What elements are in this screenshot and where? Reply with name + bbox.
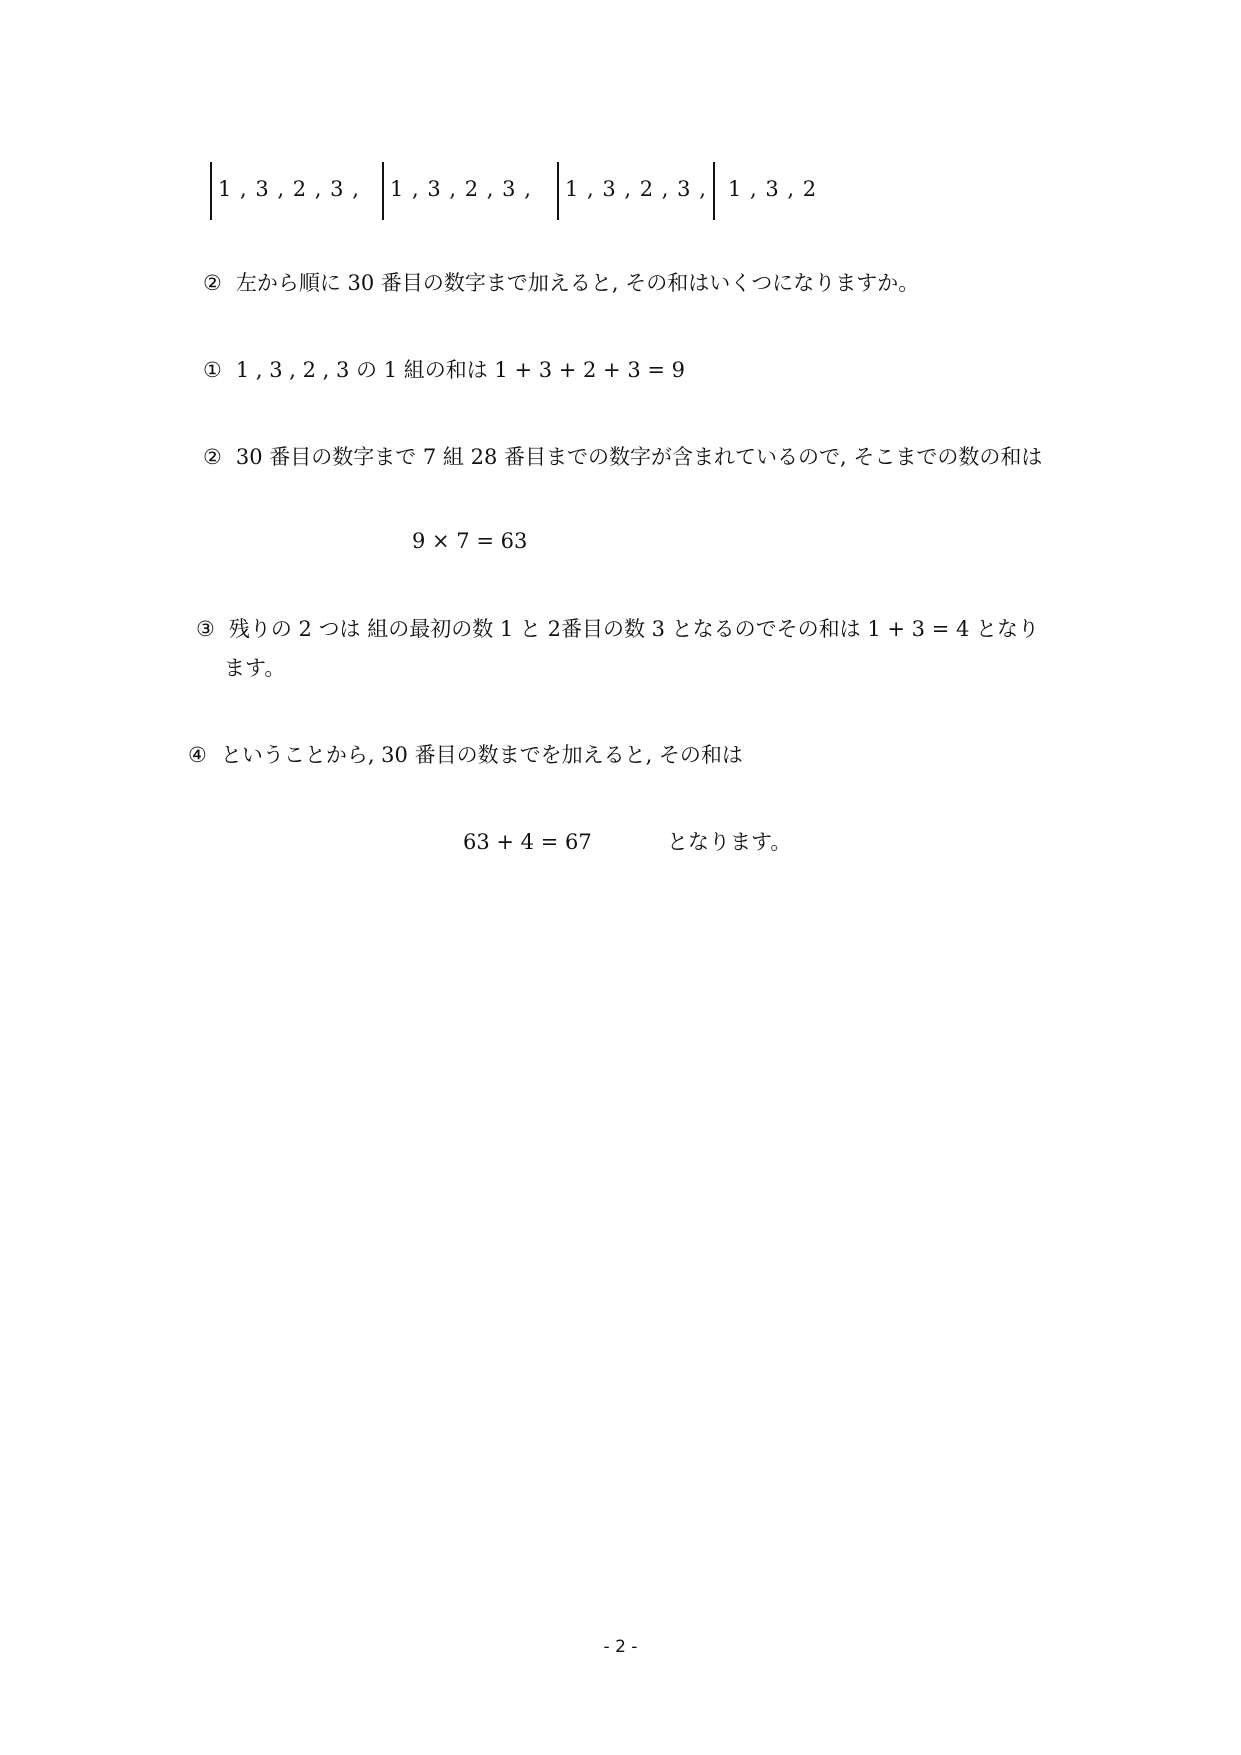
step-4-formula: 63 + 4 = 67 [463, 830, 592, 854]
step-1-text: 1 , 3 , 2 , 3 の 1 組の和は 1 + 3 + 2 + 3 = 9 [235, 358, 686, 382]
sequence-group-3: 1 , 3 , 2 , 3 , [565, 177, 707, 201]
group-separator [382, 162, 384, 220]
step-4-formula-suffix: となります。 [667, 830, 792, 854]
step-4-marker: ④ [188, 743, 207, 767]
group-separator [713, 162, 715, 220]
step-2-formula: 9 × 7 = 63 [412, 529, 528, 553]
sequence-group-4: 1 , 3 , 2 [728, 177, 818, 201]
step-3-continuation: ます。 [224, 656, 286, 680]
step-2-marker: ② [203, 445, 222, 469]
group-separator [210, 162, 212, 220]
step-2-line [203, 443, 1042, 471]
step-3-marker: ③ [196, 617, 215, 641]
step-3-line [196, 615, 1039, 643]
step-1-line [203, 356, 685, 384]
sequence-group-2: 1 , 3 , 2 , 3 , [390, 177, 532, 201]
number-sequence [210, 162, 850, 222]
question-marker: ② [203, 271, 222, 295]
step-3-text: 残りの 2 つは 組の最初の数 1 と 2番目の数 3 となるのでその和は 1 + 3 = 4 となり [228, 617, 1039, 641]
step-4-text: ということから, 30 番目の数までを加えると, その和は [220, 743, 743, 767]
sequence-group-1: 1 , 3 , 2 , 3 , [218, 177, 360, 201]
step-2-text: 30 番目の数字まで 7 組 28 番目までの数字が含まれているので, そこまでの数の和は [235, 445, 1043, 469]
step-1-marker: ① [203, 358, 222, 382]
step-4-line [188, 741, 743, 769]
question-text: 左から順に 30 番目の数字まで加えると, その和はいくつになりますか。 [235, 271, 920, 295]
group-separator [557, 162, 559, 220]
question-line [203, 269, 919, 297]
page-number: - 2 - [603, 1637, 638, 1657]
